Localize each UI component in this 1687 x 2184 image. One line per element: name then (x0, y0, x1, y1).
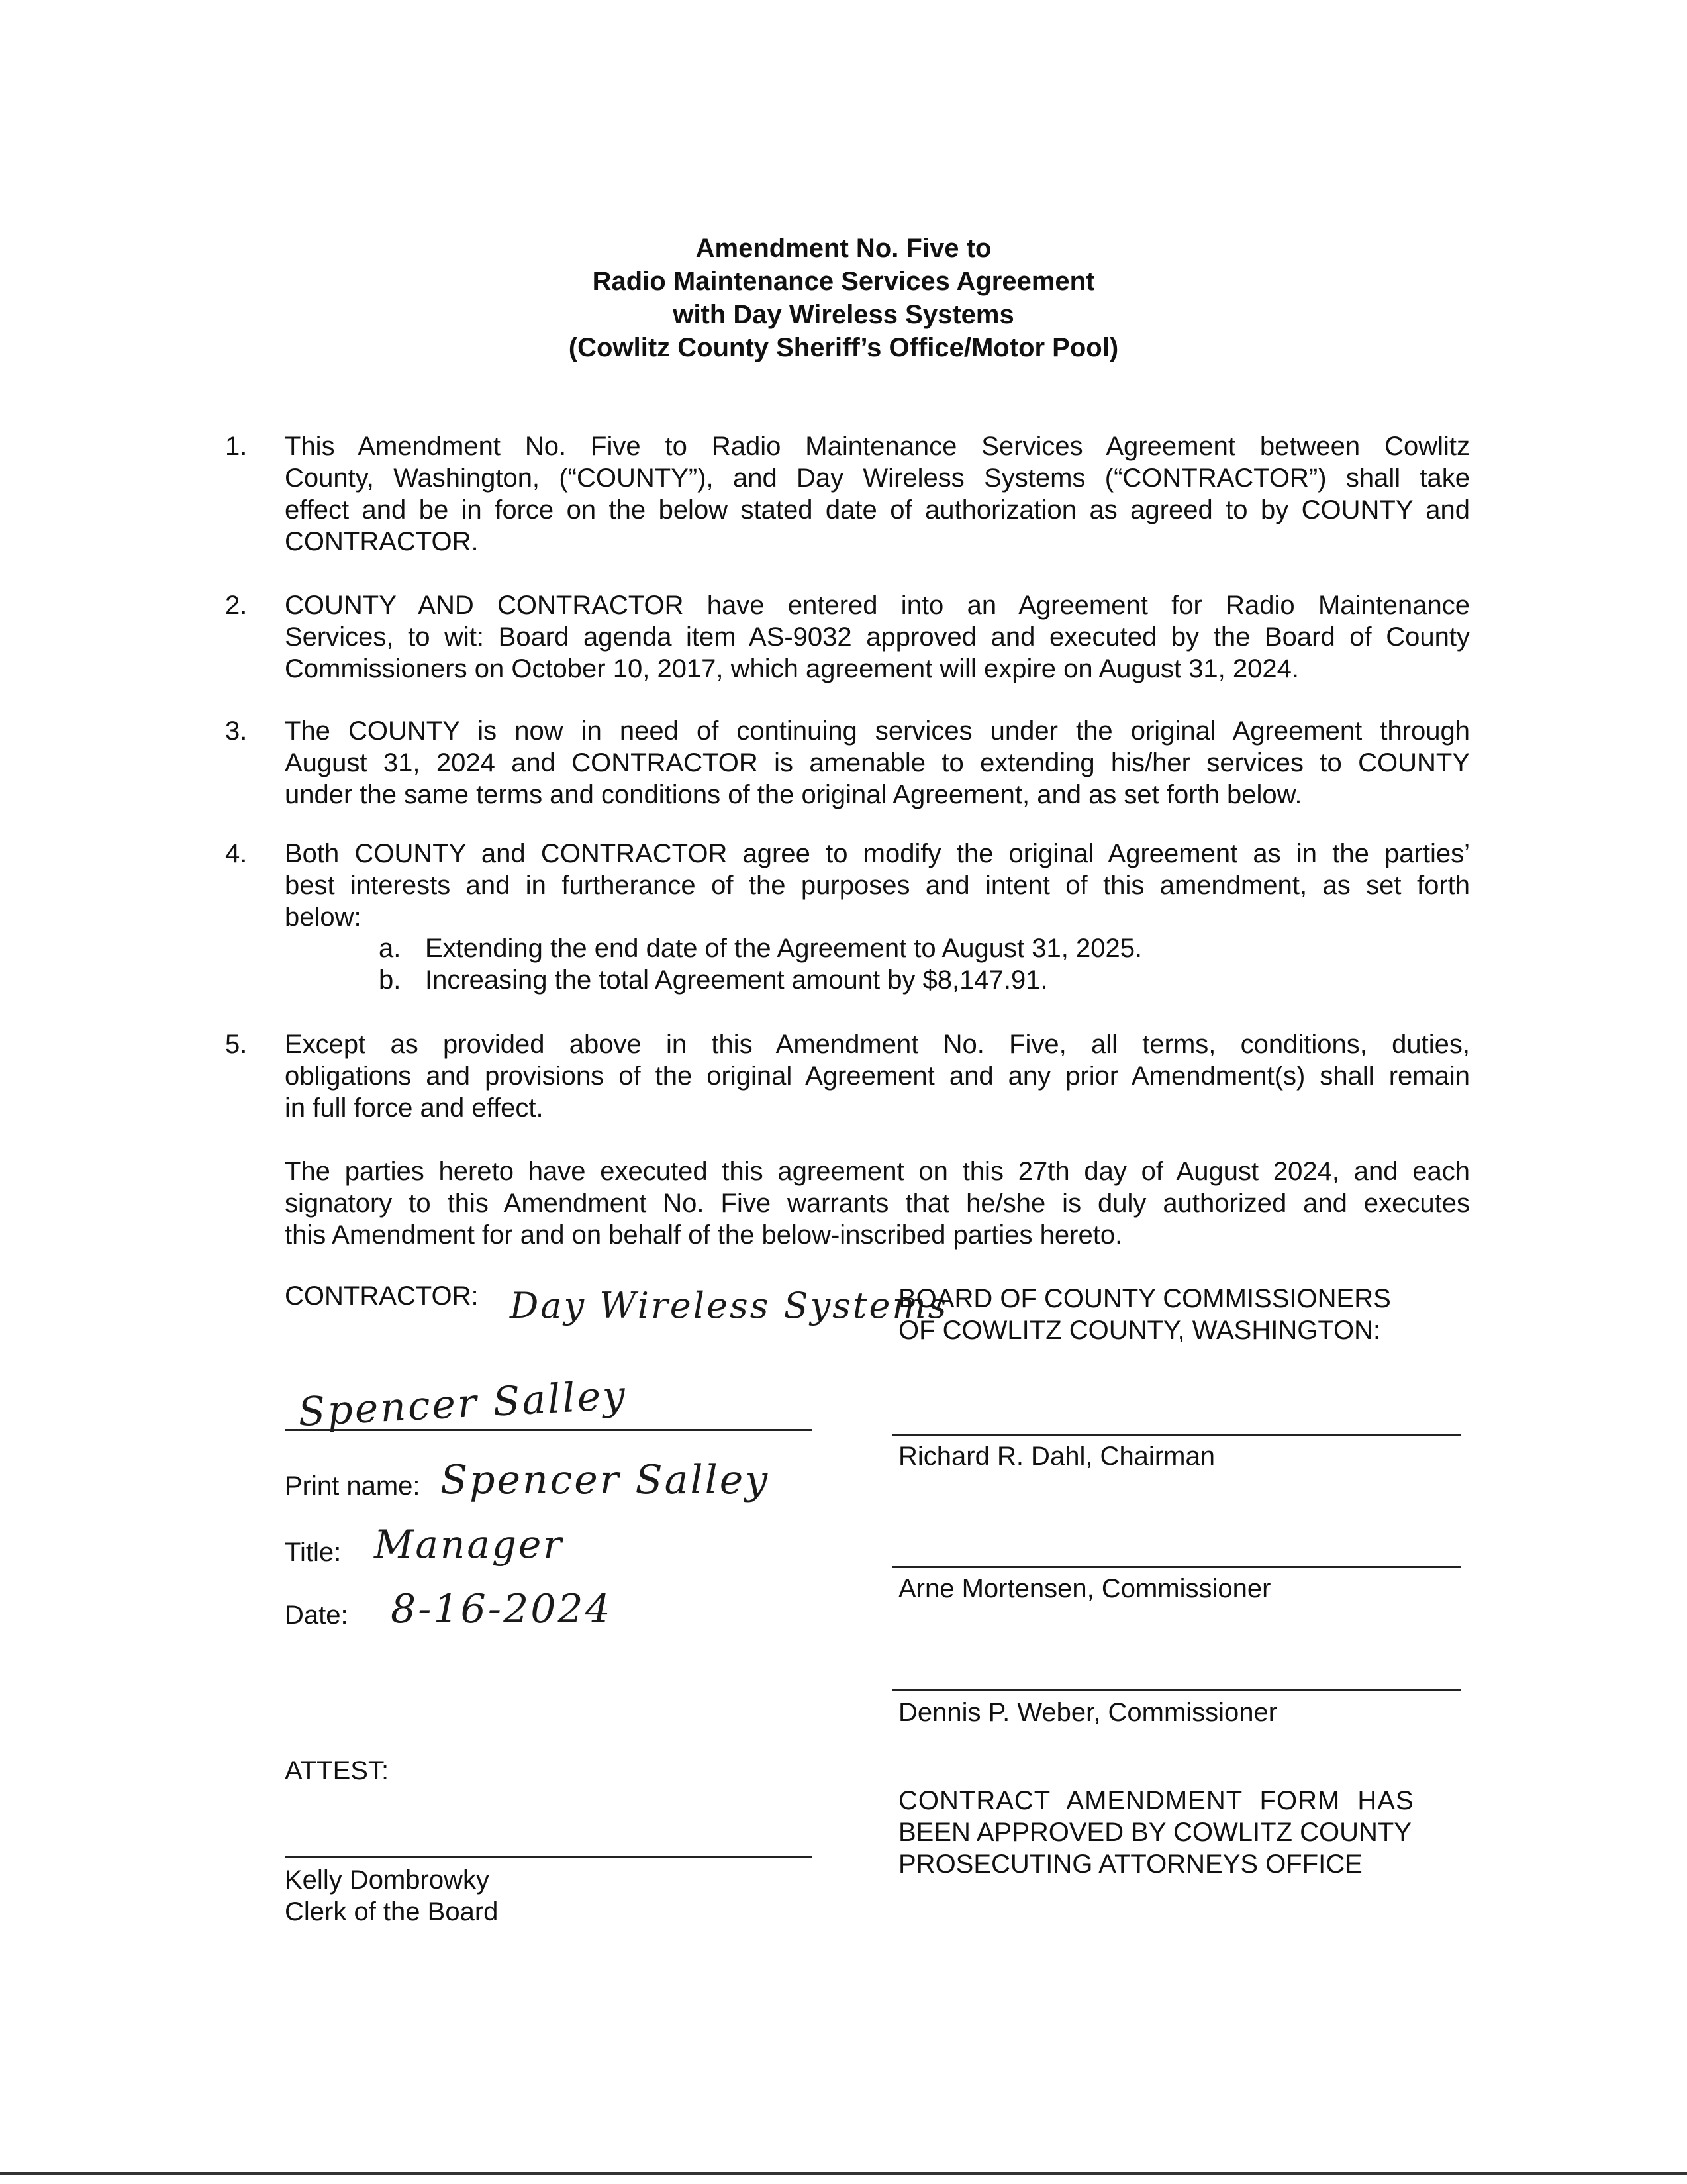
subitem-b (379, 964, 1239, 996)
attest-role: Clerk of the Board (285, 1897, 499, 1926)
clause-number: 1. (225, 432, 248, 461)
approval-line-1: CONTRACT AMENDMENT FORM HAS (898, 1786, 1414, 1815)
clause-line: The COUNTY is now in need of continuing services under the original Agreement through (285, 717, 1470, 746)
clause-text (285, 1028, 1470, 1124)
title-line-3: with Day Wireless Systems (673, 300, 1014, 329)
clause-line: effect and be in force on the below stated date of authorization as agreed to by COUNTY and (285, 495, 1470, 524)
attest-name: Kelly Dombrowky (285, 1865, 489, 1895)
clause-line: Commissioners on October 10, 2017, which agreement will expire on August 31, 2024. (285, 654, 1299, 683)
execution-paragraph (285, 1156, 1470, 1251)
paragraph-line: The parties hereto have executed this agreement on this 27th day of August 2024, and each (285, 1157, 1470, 1186)
title-value: Manager (374, 1522, 564, 1567)
board-signature-line-3 (892, 1689, 1461, 1691)
clause-line: August 31, 2024 and CONTRACTOR is amenable to extending his/her services to COUNTY (285, 748, 1470, 777)
print-name-value: Spencer Salley (440, 1457, 770, 1503)
clause-text (285, 838, 1470, 933)
approval-line-2: BEEN APPROVED BY COWLITZ COUNTY (898, 1818, 1412, 1847)
print-name-label: Print name: (285, 1471, 420, 1501)
clause-line: obligations and provisions of the original Agreement and any prior Amendment(s) shall remain (285, 1062, 1470, 1091)
board-signer-1: Richard R. Dahl, Chairman (898, 1442, 1215, 1471)
subitem-label: b. (379, 966, 401, 995)
title-line-2: Radio Maintenance Services Agreement (592, 267, 1095, 296)
title-line-1: Amendment No. Five to (695, 234, 992, 263)
title-label: Title: (285, 1538, 342, 1567)
contractor-name-handwritten: Day Wireless Systems (510, 1285, 949, 1326)
clause-line: in full force and effect. (285, 1093, 544, 1122)
board-signature-line-1 (892, 1434, 1461, 1436)
board-heading-line-2: OF COWLITZ COUNTY, WASHINGTON: (898, 1316, 1381, 1345)
contractor-signature: Spencer Salley (297, 1372, 628, 1436)
contractor-signature-line (285, 1429, 812, 1431)
clause-line: Services, to wit: Board agenda item AS-9032 approved and executed by the Board of County (285, 622, 1470, 652)
scan-bottom-edge (0, 2172, 1687, 2175)
board-signature-line-2 (892, 1566, 1461, 1568)
paragraph-line: signatory to this Amendment No. Five warrants that he/she is duly authorized and executes (285, 1189, 1470, 1218)
document-title (0, 232, 1687, 364)
clause-number: 3. (225, 717, 248, 746)
clause-line: below: (285, 903, 362, 932)
clause-line: CONTRACTOR. (285, 527, 479, 556)
board-signer-2: Arne Mortensen, Commissioner (898, 1574, 1271, 1603)
date-value: 8-16-2024 (391, 1586, 612, 1632)
clause-line: This Amendment No. Five to Radio Maintenance Services Agreement between Cowlitz (285, 432, 1470, 461)
paragraph-line: this Amendment for and on behalf of the below-inscribed parties hereto. (285, 1220, 1123, 1250)
clause-text (285, 715, 1470, 811)
subitem-text: Increasing the total Agreement amount by $8,147.91. (425, 966, 1048, 995)
subitem-a (379, 932, 1239, 964)
attest-signature-line (285, 1856, 812, 1858)
subitem-label: a. (379, 934, 401, 963)
clause-line: best interests and in furtherance of the purposes and intent of this amendment, as set forth (285, 871, 1470, 900)
clause-line: COUNTY AND CONTRACTOR have entered into an Agreement for Radio Maintenance (285, 591, 1470, 620)
board-heading-line-1: BOARD OF COUNTY COMMISSIONERS (898, 1284, 1391, 1313)
clause-text (285, 430, 1470, 558)
date-label: Date: (285, 1601, 348, 1630)
clause-number: 5. (225, 1030, 248, 1059)
clause-line: under the same terms and conditions of the original Agreement, and as set forth below. (285, 780, 1302, 809)
attest-label: ATTEST: (285, 1756, 389, 1785)
clause-number: 4. (225, 839, 248, 868)
subitem-text: Extending the end date of the Agreement to August 31, 2025. (425, 934, 1143, 963)
clause-line: Except as provided above in this Amendment No. Five, all terms, conditions, duties, (285, 1030, 1470, 1059)
title-line-4: (Cowlitz County Sheriff’s Office/Motor Pool) (568, 333, 1119, 362)
approval-line-3: PROSECUTING ATTORNEYS OFFICE (898, 1850, 1363, 1879)
board-signer-3: Dennis P. Weber, Commissioner (898, 1698, 1278, 1727)
clause-line: County, Washington, (“COUNTY”), and Day Wireless Systems (“CONTRACTOR”) shall take (285, 464, 1470, 493)
clause-number: 2. (225, 591, 248, 620)
contractor-label: CONTRACTOR: (285, 1281, 479, 1311)
clause-line: Both COUNTY and CONTRACTOR agree to modify the original Agreement as in the parties’ (285, 839, 1470, 868)
clause-text (285, 589, 1470, 685)
